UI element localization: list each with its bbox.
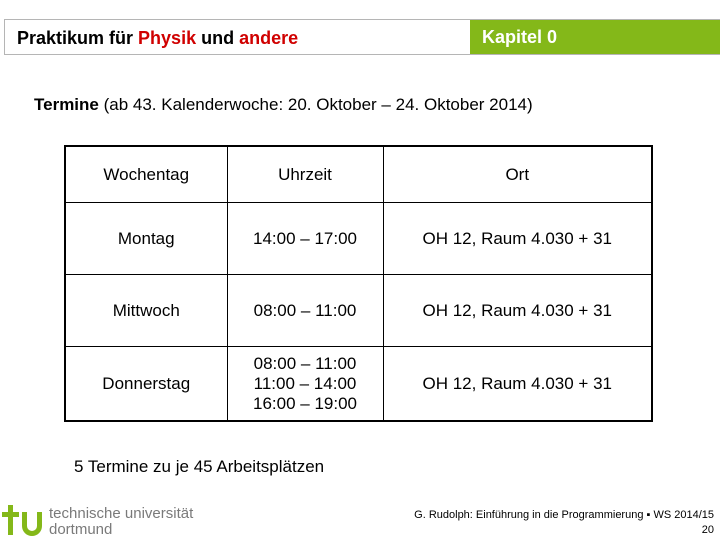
time-slot: 11:00 – 14:00 <box>253 373 357 393</box>
logo-u <box>22 512 42 536</box>
time-slot: 08:00 – 11:00 <box>253 353 357 373</box>
table-row <box>65 203 652 275</box>
logo-t-bar <box>2 512 19 517</box>
header-title: Praktikum für Physik und andere <box>17 28 299 48</box>
logo-text: technische universität dortmund <box>49 505 194 538</box>
cell-time <box>227 347 383 422</box>
time-slot: 16:00 – 19:00 <box>253 393 357 413</box>
cell-place: OH 12, Raum 4.030 + 31 <box>383 203 652 275</box>
column-header-day: Wochentag <box>65 146 227 203</box>
chapter-bar <box>470 19 720 55</box>
cell-time: 08:00 – 11:00 <box>227 275 383 347</box>
cell-day: Mittwoch <box>65 275 227 347</box>
header-title-box <box>4 19 470 55</box>
cell-time: 14:00 – 17:00 <box>227 203 383 275</box>
cell-day: Donnerstag <box>65 347 227 422</box>
logo-t-stem <box>8 505 13 535</box>
footer <box>414 508 714 538</box>
tu-logo-icon <box>0 501 48 539</box>
footer-course: G. Rudolph: Einführung in die Programmierung ▪ WS 2014/15 <box>414 509 714 521</box>
chapter-label: Kapitel 0 <box>482 27 558 47</box>
cell-place: OH 12, Raum 4.030 + 31 <box>383 275 652 347</box>
column-header-place: Ort <box>383 146 652 203</box>
table-row <box>65 347 652 422</box>
cell-place: OH 12, Raum 4.030 + 31 <box>383 347 652 422</box>
schedule-table <box>64 145 653 422</box>
cell-day: Montag <box>65 203 227 275</box>
column-header-time: Uhrzeit <box>227 146 383 203</box>
section-title: Termine (ab 43. Kalenderwoche: 20. Oktober – 24. Oktober 2014) <box>34 95 533 114</box>
table-header-row <box>65 146 652 203</box>
capacity-note: 5 Termine zu je 45 Arbeitsplätzen <box>74 457 325 476</box>
page-number: 20 <box>701 524 714 536</box>
table-row <box>65 275 652 347</box>
